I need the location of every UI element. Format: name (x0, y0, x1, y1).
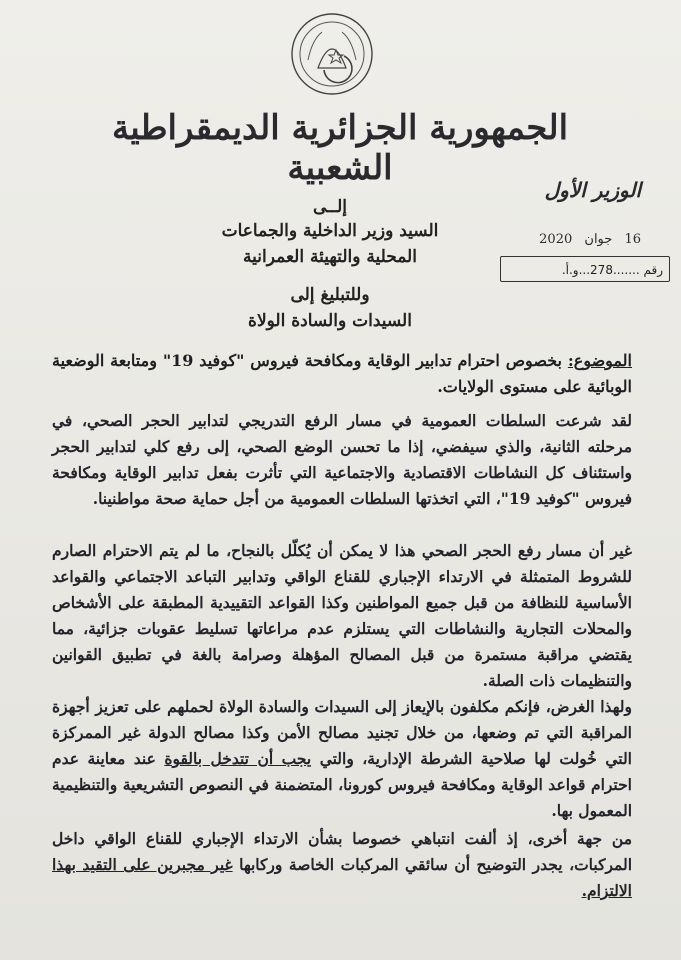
reference-number-box: رقم .......278...و.أ. (500, 256, 670, 282)
addressee-block (200, 196, 460, 334)
sender-title: الوزير الأول (544, 178, 641, 202)
date-month: جوان (584, 232, 613, 247)
body-paragraph-1: لقد شرعت السلطات العمومية في مسار الرفع التدريجي لتدابير الحجر الصحي، في مرحلته الثانية، والذي سيفضي، إذا ما تحسن الوضع الصحي، إلى رفع كلي لتدابير الحجر واستئناف كل النشاطات الاقتصادية والاجتماعية التي تأثرت بفعل تدابير الوقاية ومكافحة فيروس "كوفيد 19"، التي اتخذتها السلطات العمومية من أجل حماية صحة مواطنينا. (52, 411, 632, 508)
subject-label: الموضوع: (567, 351, 632, 370)
to-label: إلــى (312, 197, 348, 217)
letter-date (531, 232, 641, 247)
date-year: 2020 (539, 232, 573, 247)
subject-text: بخصوص احترام تدابير الوقاية ومكافحة فيروس "كوفيد 19" ومتابعة الوضعية الوبائية على مستوى الولايات. (52, 351, 632, 396)
body-paragraph-4 (52, 826, 632, 904)
cc-label: وللتبليغ إلى (290, 285, 370, 305)
cc-recipients: السيدات والسادة الولاة (248, 311, 412, 331)
subject-line (52, 348, 632, 400)
paragraph-3-text-b: عند معاينة عدم احترام قواعد الوقاية ومكافحة فيروس كورونا، المتضمنة في النصوص التشريعية والتنظيمية المعمول بها. (52, 749, 632, 820)
addressee-line-2: المحلية والتهيئة العمرانية (243, 247, 417, 267)
state-seal-icon (288, 10, 376, 98)
body-paragraph-2: غير أن مسار رفع الحجر الصحي هذا لا يمكن أن يُكلّل بالنجاح، ما لم يتم الاحترام الصارم للشروط المتمثلة في الارتداء الإجباري للقناع الواقي وتدابير التباعد الاجتماعي والقواعد الأساسية للنظافة من قبل جميع المواطنين وكذا القواعد التقييدية المطبقة على الأشخاص والمحلات التجارية والنشاطات التي يستلزم عدم مراعاتها تسليط عقوبات جزائية، مما يقتضي مراقبة مستمرة من قبل المصالح المؤهلة وصرامة بالغة في تطبيق القوانين والتنظيمات ذات الصلة. (52, 541, 632, 690)
paragraph-3-text-a: ولهذا الغرض، فإنكم مكلفون بالإيعاز إلى السيدات والسادة الولاة لحملهم على تعزيز أجهزة المراقبة التي تم وضعها، من خلال تجنيد مصالح الأمن وكذا مصالح الدولة غير الممركزة التي خُولت لها صلاحية الشرطة الإدارية، والتي (52, 697, 632, 768)
paragraph-3-underlined: يجب أن تتدخل بالقوة (164, 749, 312, 768)
addressee-line-1: السيد وزير الداخلية والجماعات (221, 221, 439, 241)
body-paragraph-3 (52, 694, 632, 824)
republic-name-heading: الجمهورية الجزائرية الديمقراطية الشعبية (111, 108, 569, 188)
date-day: 16 (624, 232, 641, 247)
paragraph-4-underlined: غير مجبرين على التقيد بهذا الالتزام. (52, 855, 632, 900)
paragraph-4-text: من جهة أخرى، إذ ألفت انتباهي خصوصا بشأن الارتداء الإجباري للقناع الواقي داخل المركبات، يجدر التوضيح أن سائقي المركبات الخاصة وركابها (52, 829, 632, 874)
